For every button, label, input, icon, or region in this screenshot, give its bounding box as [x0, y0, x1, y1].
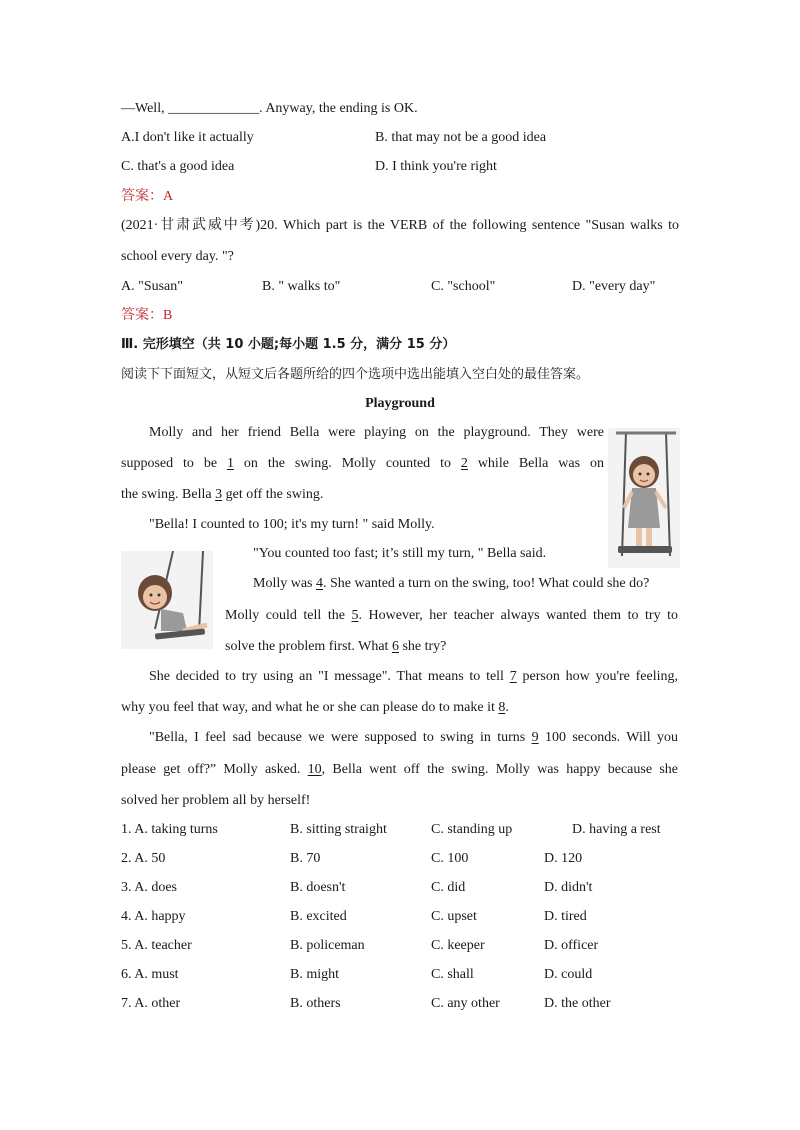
- text-span: "Bella, I feel sad because we were supposed to swing in turns: [149, 730, 532, 745]
- p4-line1: [253, 575, 649, 593]
- q19-option-d: D. I think you're right: [375, 159, 497, 174]
- text-span: solve the problem first. What: [225, 639, 392, 654]
- text-span: .: [505, 700, 509, 715]
- choice-5c: C. keeper: [431, 938, 485, 953]
- p5-line1: [149, 668, 678, 686]
- blank-8: 8: [498, 700, 506, 715]
- text-span: 100 seconds. Will you: [538, 730, 678, 745]
- q19-option-b: B. that may not be a good idea: [375, 130, 547, 145]
- text-span: Molly was: [253, 576, 316, 591]
- text-span: . She wanted a turn on the swing, too! What could she do?: [323, 576, 650, 591]
- text-span: on the swing. Molly counted to: [233, 456, 461, 471]
- q20-stem-line2: school every day. "?: [121, 249, 234, 264]
- choice-2d: D. 120: [544, 851, 583, 866]
- choice-7c: C. any other: [431, 996, 500, 1011]
- text-span: while Bella was on: [467, 456, 605, 471]
- blank-1: 1: [226, 456, 234, 471]
- text-span: . However, her teacher always wanted them to try to: [358, 608, 678, 623]
- choice-7a: 7. A. other: [121, 996, 181, 1011]
- choice-6c: C. shall: [431, 967, 474, 982]
- blank-7: 7: [509, 669, 517, 684]
- blank-9: 9: [531, 730, 539, 745]
- q19-stem: —Well, _____________. Anyway, the ending is OK.: [121, 101, 418, 116]
- choice-4d: D. tired: [544, 909, 587, 924]
- blank-5: 5: [351, 608, 359, 623]
- p2: "Bella! I counted to 100; it's my turn! " said Molly.: [149, 517, 435, 532]
- p4-line3: [225, 638, 446, 656]
- choice-3d: D. didn't: [544, 880, 593, 895]
- p6-line3: solved her problem all by herself!: [121, 793, 311, 808]
- p5-line2: [121, 699, 509, 717]
- blank-2: 2: [460, 456, 468, 471]
- text-span: , Bella went off the swing. Molly was happy because she: [321, 762, 679, 777]
- choice-3a: 3. A. does: [121, 880, 177, 895]
- choice-2a: 2. A. 50: [121, 851, 166, 866]
- choice-5a: 5. A. teacher: [121, 938, 192, 953]
- q19-option-c: C. that's a good idea: [121, 159, 235, 174]
- girl-standing-on-swing-illustration: [608, 428, 680, 568]
- text-span: she try?: [398, 639, 447, 654]
- choice-1a: 1. A. taking turns: [121, 822, 218, 837]
- blank-10: 10: [307, 762, 322, 777]
- p4-line2: [225, 607, 678, 625]
- choice-2c: C. 100: [431, 851, 469, 866]
- choice-5d: D. officer: [544, 938, 599, 953]
- text-span: please get off?” Molly asked.: [121, 762, 308, 777]
- choice-1d: D. having a rest: [572, 822, 661, 837]
- text-span: She decided to try using an "I message". That means to tell: [149, 669, 510, 684]
- section-instruction: 阅读下下面短文，从短文后各题所给的四个选项中选出能填入空白处的最佳答案。: [121, 367, 590, 382]
- choice-3c: C. did: [431, 880, 466, 895]
- q20-option-d: D. "every day": [572, 279, 656, 294]
- blank-4: 4: [316, 576, 323, 591]
- q20-stem-line1: (2021·甘肃武威中考)20. Which part is the VERB of the following sentence "Susan walks to: [121, 218, 679, 233]
- q20-option-a: A. "Susan": [121, 279, 183, 294]
- choice-3b: B. doesn't: [290, 880, 346, 895]
- blank-3: 3: [215, 487, 223, 502]
- choice-6b: B. might: [290, 967, 340, 982]
- choice-1c: C. standing up: [431, 822, 513, 837]
- p6-line2: [121, 761, 678, 779]
- choice-4c: C. upset: [431, 909, 477, 924]
- text-span: the swing. Bella: [121, 487, 216, 502]
- p1-line3: [121, 486, 323, 504]
- p1-line2: [121, 455, 604, 473]
- choice-7d: D. the other: [544, 996, 611, 1011]
- p3: "You counted too fast; it’s still my turn, " Bella said.: [253, 546, 547, 561]
- blank-6: 6: [391, 639, 399, 654]
- choice-1b: B. sitting straight: [290, 822, 387, 837]
- choice-4b: B. excited: [290, 909, 347, 924]
- choice-6a: 6. A. must: [121, 967, 179, 982]
- q20-option-b: B. " walks to": [262, 279, 341, 294]
- q20-answer: 答案：B: [121, 308, 173, 323]
- choice-5b: B. policeman: [290, 938, 365, 953]
- choice-6d: D. could: [544, 967, 593, 982]
- p1-line1: Molly and her friend Bella were playing on the playground. They were: [149, 425, 604, 440]
- choice-2b: B. 70: [290, 851, 321, 866]
- text-span: supposed to be: [121, 456, 227, 471]
- text-span: person how you're feeling,: [516, 669, 678, 684]
- passage-title: Playground: [365, 396, 435, 411]
- section-heading: Ⅲ. 完形填空（共 10 小题;每小题 1.5 分，满分 15 分）: [121, 337, 456, 352]
- text-span: get off the swing.: [222, 487, 324, 502]
- text-span: why you feel that way, and what he or she can please do to make it: [121, 700, 499, 715]
- girl-sitting-on-swing-illustration: [121, 551, 213, 649]
- text-span: Molly could tell the: [225, 608, 352, 623]
- choice-7b: B. others: [290, 996, 341, 1011]
- choice-4a: 4. A. happy: [121, 909, 186, 924]
- q19-answer: 答案：A: [121, 189, 174, 204]
- q19-option-a: A.I don't like it actually: [121, 130, 254, 145]
- p6-line1: [149, 729, 678, 747]
- q20-option-c: C. "school": [431, 279, 496, 294]
